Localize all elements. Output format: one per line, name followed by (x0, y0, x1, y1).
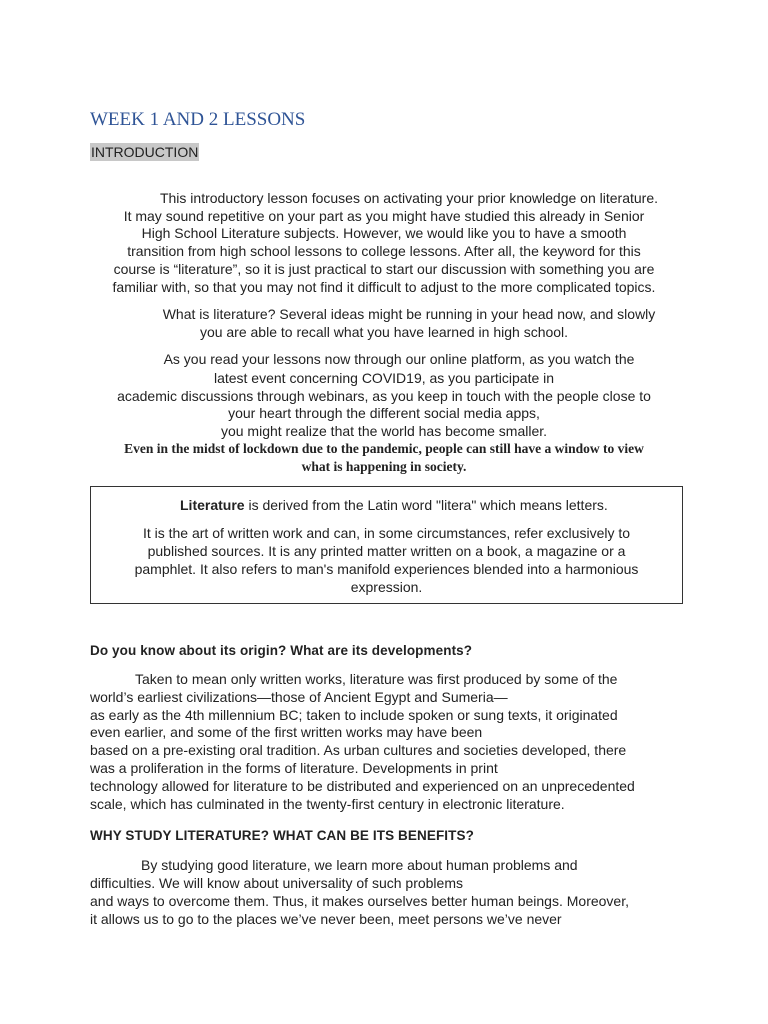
origin-line: scale, which has culminated in the twenty-first century in electronic literature. (90, 796, 565, 812)
why-line: and ways to overcome them. Thus, it makes ourselves better human beings. Moreover, (90, 893, 629, 909)
why-line: difficulties. We will know about universality of such problems (90, 875, 463, 891)
definition-first-line (180, 496, 608, 514)
covid-line: you might realize that the world has become smaller. (220, 423, 548, 439)
lockdown-bold-line: what is happening in society. (301, 459, 467, 474)
origin-heading: Do you know about its origin? What are its developments? (90, 643, 473, 658)
intro-line: It may sound repetitive on your part as you might have studied this already in Senior (123, 208, 645, 224)
covid-line: academic discussions through webinars, as you keep in touch with the people close to (117, 388, 651, 404)
intro-line: transition from high school lessons to college lessons. After all, the keyword for this (127, 243, 641, 259)
why-line: it allows us to go to the places we’ve never been, meet persons we’ve never (90, 911, 562, 927)
question-line: What is literature? Several ideas might be running in your head now, and slowly (162, 306, 656, 322)
lockdown-bold-line: Even in the midst of lockdown due to the pandemic, people can still have a window to view (124, 441, 644, 456)
intro-line: familiar with, so that you may not find it difficult to adjust to the more complicated topics. (112, 279, 656, 295)
intro-line: This introductory lesson focuses on activating your prior knowledge on literature. (159, 190, 659, 206)
definition-body-line: expression. (350, 579, 423, 595)
origin-line: technology allowed for literature to be distributed and experienced on an unprecedented (90, 778, 635, 794)
covid-line: As you read your lessons now through our online platform, as you watch the (163, 351, 635, 367)
why-heading: WHY STUDY LITERATURE? WHAT CAN BE ITS BENEFITS? (90, 828, 474, 843)
why-line: By studying good literature, we learn more about human problems and (141, 857, 578, 873)
origin-line: was a proliferation in the forms of literature. Developments in print (90, 760, 498, 776)
intro-line: High School Literature subjects. However, we would like you to have a smooth (141, 225, 627, 241)
covid-line: latest event concerning COVID19, as you participate in (213, 370, 555, 386)
origin-line: world’s earliest civilizations—those of Ancient Egypt and Sumeria— (90, 689, 508, 705)
origin-line: based on a pre-existing oral tradition. As urban cultures and societies developed, there (90, 742, 627, 758)
intro-line: course is “literature”, so it is just practical to start our discussion with something you are (113, 261, 655, 277)
definition-term-rest: is derived from the Latin word "litera" which means letters. (244, 497, 608, 513)
origin-line: as early as the 4th millennium BC; taken to include spoken or sung texts, it originated (90, 707, 618, 723)
covid-line: your heart through the different social media apps, (228, 405, 540, 421)
origin-line: Taken to mean only written works, literature was first produced by some of the (135, 671, 618, 687)
origin-line: even earlier, and some of the first written works may have been (90, 724, 483, 740)
definition-body-line: published sources. It is any printed matter written on a book, a magazine or a (147, 543, 626, 559)
definition-box (90, 486, 683, 604)
definition-body-line: It is the art of written work and can, in some circumstances, refer exclusively to (142, 525, 631, 541)
definition-body-line: pamphlet. It also refers to man's manifold experiences blended into a harmonious (134, 561, 639, 577)
page-title: WEEK 1 AND 2 LESSONS (90, 109, 306, 130)
definition-term: Literature (180, 497, 245, 513)
question-line: you are able to recall what you have learned in high school. (199, 324, 569, 340)
introduction-label: INTRODUCTION (91, 144, 199, 160)
